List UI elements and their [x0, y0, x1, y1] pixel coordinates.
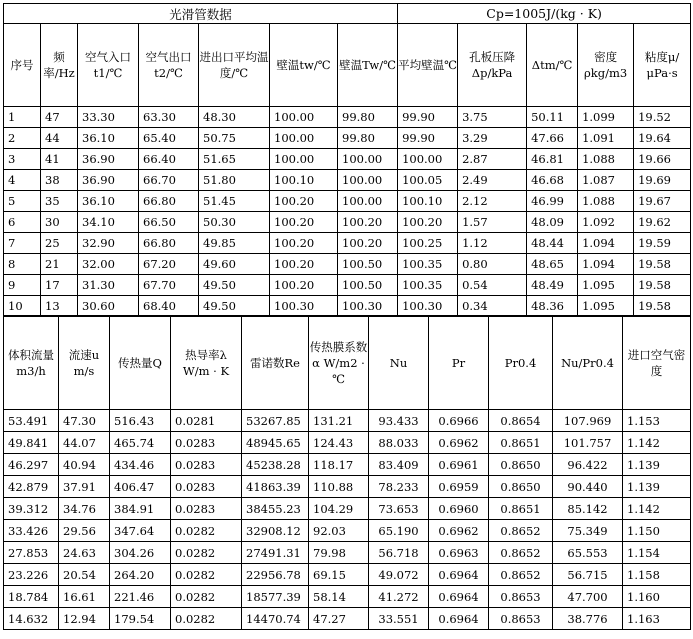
table-cell: 0.0282	[171, 564, 242, 586]
header-pr: Pr	[429, 316, 489, 410]
table-row	[4, 191, 691, 212]
table-cell: 44	[41, 128, 78, 149]
table-cell: 0.34	[458, 296, 527, 317]
table-cell: 0.6964	[429, 586, 489, 608]
table-cell: 1.088	[578, 191, 634, 212]
table-cell: 100.00	[338, 149, 398, 170]
table-cell: 33.30	[78, 107, 139, 128]
table-cell: 30	[41, 212, 78, 233]
table-cell: 100.20	[270, 212, 338, 233]
table-cell: 48.44	[527, 233, 578, 254]
table-row	[4, 564, 691, 586]
table-cell: 0.6964	[429, 564, 489, 586]
table-cell: 0.0281	[171, 410, 242, 432]
table-cell: 19.58	[634, 296, 691, 317]
table-cell: 2.87	[458, 149, 527, 170]
table-row	[4, 432, 691, 454]
table-cell: 41	[41, 149, 78, 170]
table-cell: 21	[41, 254, 78, 275]
table-cell: 100.20	[270, 233, 338, 254]
table-cell: 1.094	[578, 233, 634, 254]
table-cell: 100.10	[398, 191, 458, 212]
table-cell: 46.81	[527, 149, 578, 170]
table-cell: 41.272	[369, 586, 429, 608]
table-cell: 78.233	[369, 476, 429, 498]
table-cell: 1.095	[578, 275, 634, 296]
table-cell: 1.099	[578, 107, 634, 128]
header-wall-temp-t: 壁温tw/℃	[270, 24, 338, 107]
table-cell: 100.35	[398, 254, 458, 275]
table-cell: 100.05	[398, 170, 458, 191]
table-cell: 36.90	[78, 149, 139, 170]
table-cell: 0.6962	[429, 432, 489, 454]
table-cell: 92.03	[309, 520, 369, 542]
table-cell: 9	[4, 275, 41, 296]
table-cell: 96.422	[553, 454, 623, 476]
table-row	[4, 170, 691, 191]
table-cell: 93.433	[369, 410, 429, 432]
table-cell: 48.09	[527, 212, 578, 233]
table-cell: 1.139	[623, 476, 691, 498]
table-cell: 99.80	[338, 128, 398, 149]
table-cell: 47	[41, 107, 78, 128]
table-cell: 100.20	[270, 275, 338, 296]
table-cell: 1.091	[578, 128, 634, 149]
table-cell: 49.60	[199, 254, 270, 275]
table-cell: 19.59	[634, 233, 691, 254]
table-cell: 5	[4, 191, 41, 212]
table-cell: 19.58	[634, 275, 691, 296]
header-velocity: 流速u m/s	[59, 316, 110, 410]
header-viscosity: 粘度μ/μPa·s	[634, 24, 691, 107]
table-cell: 19.58	[634, 254, 691, 275]
table-row	[4, 520, 691, 542]
table-cell: 19.52	[634, 107, 691, 128]
table-cell: 17	[41, 275, 78, 296]
table-cell: 99.90	[398, 107, 458, 128]
table-cell: 13	[41, 296, 78, 317]
table-cell: 47.66	[527, 128, 578, 149]
table-cell: 100.20	[398, 212, 458, 233]
table-cell: 0.6964	[429, 608, 489, 630]
table-cell: 179.54	[110, 608, 171, 630]
table-cell: 1.087	[578, 170, 634, 191]
table-cell: 18.784	[4, 586, 59, 608]
table-cell: 0.8652	[489, 520, 553, 542]
table-cell: 63.30	[139, 107, 199, 128]
table-cell: 1.095	[578, 296, 634, 317]
table-row	[4, 542, 691, 564]
table-cell: 0.6962	[429, 520, 489, 542]
table-cell: 0.8652	[489, 542, 553, 564]
table-cell: 100.00	[338, 191, 398, 212]
table-cell: 1.092	[578, 212, 634, 233]
table-cell: 0.6961	[429, 454, 489, 476]
table-cell: 1.088	[578, 149, 634, 170]
table-cell: 100.00	[398, 149, 458, 170]
header-air-outlet: 空气出口t2/℃	[139, 24, 199, 107]
table-cell: 45238.28	[242, 454, 309, 476]
table-cell: 7	[4, 233, 41, 254]
table-cell: 1.142	[623, 432, 691, 454]
header-wall-temp-T: 壁温Tw/℃	[338, 24, 398, 107]
header-volume-flow: 体积流量m3/h	[4, 316, 59, 410]
table-cell: 36.90	[78, 170, 139, 191]
table-cell: 14470.74	[242, 608, 309, 630]
table-cell: 49.072	[369, 564, 429, 586]
table-cell: 19.62	[634, 212, 691, 233]
table-cell: 48.36	[527, 296, 578, 317]
table-cell: 1	[4, 107, 41, 128]
table-cell: 1.57	[458, 212, 527, 233]
table-cell: 0.8651	[489, 498, 553, 520]
table-cell: 107.969	[553, 410, 623, 432]
table-row	[4, 149, 691, 170]
table-cell: 118.17	[309, 454, 369, 476]
table2-body	[4, 410, 691, 630]
header-frequency: 频率/Hz	[41, 24, 78, 107]
header-heat-transfer-q: 传热量Q	[110, 316, 171, 410]
table-row	[4, 586, 691, 608]
table-cell: 0.54	[458, 275, 527, 296]
table-cell: 66.80	[139, 233, 199, 254]
table-cell: 68.40	[139, 296, 199, 317]
table-cell: 516.43	[110, 410, 171, 432]
table-cell: 0.0283	[171, 476, 242, 498]
table-cell: 66.80	[139, 191, 199, 212]
table-cell: 0.6959	[429, 476, 489, 498]
table-cell: 6	[4, 212, 41, 233]
table-cell: 124.43	[309, 432, 369, 454]
table-cell: 51.45	[199, 191, 270, 212]
table-cell: 48.30	[199, 107, 270, 128]
table-cell: 0.0282	[171, 586, 242, 608]
table-cell: 131.21	[309, 410, 369, 432]
table-cell: 0.0282	[171, 542, 242, 564]
table-cell: 0.8653	[489, 586, 553, 608]
table-cell: 49.50	[199, 296, 270, 317]
table-cell: 56.718	[369, 542, 429, 564]
table-row	[4, 296, 691, 317]
header-density: 密度ρkg/m3	[578, 24, 634, 107]
table-cell: 4	[4, 170, 41, 191]
table-cell: 3.75	[458, 107, 527, 128]
table-cell: 33.426	[4, 520, 59, 542]
table-cell: 69.15	[309, 564, 369, 586]
table-cell: 304.26	[110, 542, 171, 564]
table-cell: 0.6963	[429, 542, 489, 564]
table-row	[4, 212, 691, 233]
table-cell: 46.297	[4, 454, 59, 476]
table-cell: 40.94	[59, 454, 110, 476]
table-row	[4, 410, 691, 432]
smooth-tube-data-table	[3, 3, 691, 317]
table-cell: 264.20	[110, 564, 171, 586]
table-row	[4, 498, 691, 520]
table-cell: 53.491	[4, 410, 59, 432]
header-air-inlet: 空气入口t1/℃	[78, 24, 139, 107]
table-cell: 99.90	[398, 128, 458, 149]
table-cell: 0.8650	[489, 476, 553, 498]
table-cell: 100.00	[338, 170, 398, 191]
table-row	[4, 608, 691, 630]
table-row	[4, 107, 691, 128]
table-cell: 0.6960	[429, 498, 489, 520]
table1-body	[4, 107, 691, 317]
table-cell: 46.99	[527, 191, 578, 212]
table-cell: 66.50	[139, 212, 199, 233]
table-cell: 1.12	[458, 233, 527, 254]
table-cell: 19.66	[634, 149, 691, 170]
table-row	[4, 254, 691, 275]
table-cell: 12.94	[59, 608, 110, 630]
table-cell: 1.153	[623, 410, 691, 432]
table-cell: 79.98	[309, 542, 369, 564]
table-cell: 0.8650	[489, 454, 553, 476]
header-seq: 序号	[4, 24, 41, 107]
table-cell: 36.10	[78, 128, 139, 149]
table-cell: 67.70	[139, 275, 199, 296]
table-cell: 434.46	[110, 454, 171, 476]
table-cell: 0.0282	[171, 520, 242, 542]
table-cell: 56.715	[553, 564, 623, 586]
table-cell: 38	[41, 170, 78, 191]
table-cell: 22956.78	[242, 564, 309, 586]
table-cell: 67.20	[139, 254, 199, 275]
table-cell: 49.85	[199, 233, 270, 254]
table-cell: 73.653	[369, 498, 429, 520]
table-cell: 50.30	[199, 212, 270, 233]
table-cell: 0.0283	[171, 454, 242, 476]
table-cell: 32.00	[78, 254, 139, 275]
table-title-right: Cp=1005J/(kg · K)	[398, 4, 691, 24]
table-cell: 100.00	[270, 128, 338, 149]
table-cell: 0.0283	[171, 498, 242, 520]
table-row	[4, 454, 691, 476]
table-cell: 20.54	[59, 564, 110, 586]
table-cell: 44.07	[59, 432, 110, 454]
table-cell: 100.20	[270, 254, 338, 275]
table-cell: 19.69	[634, 170, 691, 191]
table-cell: 0.0283	[171, 432, 242, 454]
table-cell: 66.40	[139, 149, 199, 170]
table-cell: 47.700	[553, 586, 623, 608]
table-cell: 38455.23	[242, 498, 309, 520]
table-cell: 48.49	[527, 275, 578, 296]
table-cell: 18577.39	[242, 586, 309, 608]
table-cell: 34.10	[78, 212, 139, 233]
table-cell: 0.8652	[489, 564, 553, 586]
table-cell: 3	[4, 149, 41, 170]
table-cell: 39.312	[4, 498, 59, 520]
heat-transfer-results-table	[3, 315, 691, 630]
table-cell: 35	[41, 191, 78, 212]
table-cell: 75.349	[553, 520, 623, 542]
table-cell: 90.440	[553, 476, 623, 498]
table-cell: 2.12	[458, 191, 527, 212]
table-cell: 51.65	[199, 149, 270, 170]
table-cell: 48945.65	[242, 432, 309, 454]
table-cell: 27.853	[4, 542, 59, 564]
table-cell: 100.30	[270, 296, 338, 317]
table-cell: 0.80	[458, 254, 527, 275]
table-cell: 88.033	[369, 432, 429, 454]
header-film-coefficient: 传热膜系数α W/m2 · ℃	[309, 316, 369, 410]
table-cell: 38.776	[553, 608, 623, 630]
table-cell: 2	[4, 128, 41, 149]
table-cell: 0.6966	[429, 410, 489, 432]
table-cell: 14.632	[4, 608, 59, 630]
table-cell: 50.11	[527, 107, 578, 128]
header-avg-wall-temp: 平均壁温℃	[398, 24, 458, 107]
table-cell: 100.25	[398, 233, 458, 254]
table-cell: 23.226	[4, 564, 59, 586]
table-cell: 221.46	[110, 586, 171, 608]
table-cell: 101.757	[553, 432, 623, 454]
table-cell: 46.68	[527, 170, 578, 191]
table-cell: 1.150	[623, 520, 691, 542]
table-cell: 100.50	[338, 254, 398, 275]
table-cell: 465.74	[110, 432, 171, 454]
table-row	[4, 476, 691, 498]
table-cell: 1.139	[623, 454, 691, 476]
table-cell: 100.10	[270, 170, 338, 191]
table-title-left: 光滑管数据	[4, 4, 398, 24]
table-cell: 65.190	[369, 520, 429, 542]
table-cell: 100.20	[338, 233, 398, 254]
table-cell: 41863.39	[242, 476, 309, 498]
table-cell: 0.8654	[489, 410, 553, 432]
table-cell: 406.47	[110, 476, 171, 498]
table-row	[4, 233, 691, 254]
table-cell: 1.094	[578, 254, 634, 275]
table-cell: 32908.12	[242, 520, 309, 542]
table-cell: 48.65	[527, 254, 578, 275]
table-cell: 29.56	[59, 520, 110, 542]
table-cell: 16.61	[59, 586, 110, 608]
table-cell: 384.91	[110, 498, 171, 520]
table-cell: 1.142	[623, 498, 691, 520]
header-nu-over-pr: Nu/Pr0.4	[553, 316, 623, 410]
table-cell: 3.29	[458, 128, 527, 149]
header-inlet-air-density: 进口空气密度	[623, 316, 691, 410]
table-cell: 47.27	[309, 608, 369, 630]
table-cell: 51.80	[199, 170, 270, 191]
header-nu: Nu	[369, 316, 429, 410]
table-cell: 47.30	[59, 410, 110, 432]
table-cell: 104.29	[309, 498, 369, 520]
header-orifice-pressure: 孔板压降Δp/kPa	[458, 24, 527, 107]
table-cell: 27491.31	[242, 542, 309, 564]
table-cell: 8	[4, 254, 41, 275]
table-cell: 33.551	[369, 608, 429, 630]
table-cell: 0.0282	[171, 608, 242, 630]
table-cell: 65.553	[553, 542, 623, 564]
table-cell: 83.409	[369, 454, 429, 476]
table-cell: 100.50	[338, 275, 398, 296]
table-cell: 1.154	[623, 542, 691, 564]
table-cell: 85.142	[553, 498, 623, 520]
table-cell: 34.76	[59, 498, 110, 520]
table-cell: 31.30	[78, 275, 139, 296]
header-pr-04: Pr0.4	[489, 316, 553, 410]
table-cell: 1.163	[623, 608, 691, 630]
table-cell: 19.67	[634, 191, 691, 212]
table-cell: 19.64	[634, 128, 691, 149]
table-row	[4, 128, 691, 149]
table-cell: 100.35	[398, 275, 458, 296]
table-cell: 49.841	[4, 432, 59, 454]
table-cell: 25	[41, 233, 78, 254]
table-cell: 100.00	[270, 149, 338, 170]
table-cell: 30.60	[78, 296, 139, 317]
table-row	[4, 275, 691, 296]
table-cell: 32.90	[78, 233, 139, 254]
table-cell: 49.50	[199, 275, 270, 296]
table-cell: 36.10	[78, 191, 139, 212]
table-cell: 66.70	[139, 170, 199, 191]
table-cell: 0.8653	[489, 608, 553, 630]
table-cell: 10	[4, 296, 41, 317]
table-cell: 99.80	[338, 107, 398, 128]
header-avg-temp: 进出口平均温度/℃	[199, 24, 270, 107]
header-delta-tm: Δtm/℃	[527, 24, 578, 107]
table-cell: 65.40	[139, 128, 199, 149]
table-cell: 0.8651	[489, 432, 553, 454]
table-cell: 50.75	[199, 128, 270, 149]
table-cell: 100.20	[338, 212, 398, 233]
header-thermal-conductivity: 热导率λ W/m · K	[171, 316, 242, 410]
table-cell: 2.49	[458, 170, 527, 191]
table-cell: 53267.85	[242, 410, 309, 432]
table-cell: 100.30	[338, 296, 398, 317]
table-cell: 110.88	[309, 476, 369, 498]
table-cell: 100.00	[270, 107, 338, 128]
table-cell: 58.14	[309, 586, 369, 608]
table-cell: 37.91	[59, 476, 110, 498]
table-cell: 42.879	[4, 476, 59, 498]
table-cell: 347.64	[110, 520, 171, 542]
table-cell: 1.160	[623, 586, 691, 608]
table-cell: 1.158	[623, 564, 691, 586]
table-cell: 100.20	[270, 191, 338, 212]
table-cell: 24.63	[59, 542, 110, 564]
header-reynolds: 雷诺数Re	[242, 316, 309, 410]
table-cell: 100.30	[398, 296, 458, 317]
